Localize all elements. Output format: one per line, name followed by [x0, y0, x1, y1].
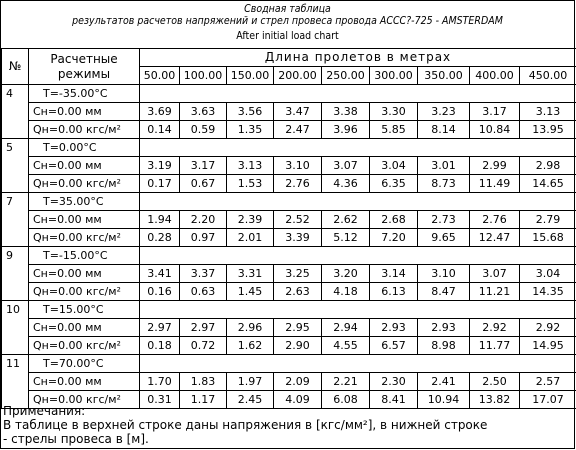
stress-value: 2.52: [274, 211, 322, 229]
blank-cell: [140, 85, 576, 103]
stress-value: 3.41: [140, 265, 180, 283]
stress-row: [2, 103, 576, 121]
stress-label: Сн=0.00 мм: [29, 265, 140, 283]
sag-row: [2, 283, 576, 301]
sag-label: Qн=0.00 кгс/м²: [29, 175, 140, 193]
mode-temperature-row: [2, 193, 576, 211]
mode-temperature: T=-15.00°C: [29, 247, 140, 265]
blank-cell: [140, 355, 576, 373]
sag-value: 1.35: [227, 121, 274, 139]
stress-value: 3.20: [322, 265, 370, 283]
sag-value: 6.35: [370, 175, 418, 193]
sag-label: Qн=0.00 кгс/м²: [29, 121, 140, 139]
sag-value: 8.98: [418, 337, 470, 355]
stress-value: 3.30: [370, 103, 418, 121]
stress-label: Сн=0.00 мм: [29, 319, 140, 337]
stress-value: 2.99: [470, 157, 520, 175]
sag-value: 0.67: [180, 175, 227, 193]
sag-row: [2, 121, 576, 139]
mode-number: 9: [2, 247, 29, 301]
stress-value: 3.13: [520, 103, 576, 121]
stress-value: 2.09: [274, 373, 322, 391]
stress-value: 2.95: [274, 319, 322, 337]
stress-value: 3.01: [418, 157, 470, 175]
stress-label: Сн=0.00 мм: [29, 373, 140, 391]
mode-temperature-row: [2, 355, 576, 373]
stress-value: 3.04: [520, 265, 576, 283]
sag-value: 1.45: [227, 283, 274, 301]
stress-value: 2.97: [180, 319, 227, 337]
stress-value: 3.37: [180, 265, 227, 283]
stress-value: 3.31: [227, 265, 274, 283]
stress-value: 3.38: [322, 103, 370, 121]
sag-value: 6.13: [370, 283, 418, 301]
mode-temperature: T=35.00°C: [29, 193, 140, 211]
sag-value: 2.76: [274, 175, 322, 193]
sag-value: 0.63: [180, 283, 227, 301]
sag-label: Qн=0.00 кгс/м²: [29, 337, 140, 355]
sag-value: 0.72: [180, 337, 227, 355]
stress-value: 2.94: [322, 319, 370, 337]
stress-row: [2, 319, 576, 337]
stress-value: 2.68: [370, 211, 418, 229]
span-header-cell: 100.00: [180, 67, 227, 85]
stress-value: 3.04: [370, 157, 418, 175]
mode-temperature: T=70.00°C: [29, 355, 140, 373]
stress-value: 2.21: [322, 373, 370, 391]
mode-temperature-row: [2, 139, 576, 157]
stress-label: Сн=0.00 мм: [29, 211, 140, 229]
stress-value: 3.13: [227, 157, 274, 175]
span-header-cell: 400.00: [470, 67, 520, 85]
mode-temperature-row: [2, 247, 576, 265]
sag-value: 2.90: [274, 337, 322, 355]
sag-value: 3.39: [274, 229, 322, 247]
stress-value: 3.69: [140, 103, 180, 121]
sag-label: Qн=0.00 кгс/м²: [29, 391, 140, 409]
sag-value: 2.01: [227, 229, 274, 247]
stress-value: 2.97: [140, 319, 180, 337]
stress-value: 3.10: [274, 157, 322, 175]
notes-heading: Примечания:: [3, 404, 86, 418]
sag-value: 8.14: [418, 121, 470, 139]
stress-value: 1.83: [180, 373, 227, 391]
notes-line-1: В таблице в верхней строке даны напряжения в [кгс/мм²], в нижней строке: [3, 418, 488, 432]
table-title: Сводная таблица: [244, 3, 331, 15]
span-header-cell: 450.00: [520, 67, 576, 85]
mode-temperature: T=0.00°C: [29, 139, 140, 157]
sag-value: 17.07: [520, 391, 576, 409]
sag-value: 6.08: [322, 391, 370, 409]
mode-temperature-row: [2, 85, 576, 103]
stress-value: 2.79: [520, 211, 576, 229]
sag-value: 4.55: [322, 337, 370, 355]
stress-value: 3.10: [418, 265, 470, 283]
stress-value: 2.39: [227, 211, 274, 229]
span-header-cell: 250.00: [322, 67, 370, 85]
stress-value: 2.62: [322, 211, 370, 229]
sag-value: 3.96: [322, 121, 370, 139]
stress-row: [2, 373, 576, 391]
sag-value: 2.47: [274, 121, 322, 139]
stress-row: [2, 157, 576, 175]
stress-value: 2.50: [470, 373, 520, 391]
stress-value: 2.76: [470, 211, 520, 229]
sag-value: 13.95: [520, 121, 576, 139]
stress-label: Сн=0.00 мм: [29, 157, 140, 175]
sag-value: 0.17: [140, 175, 180, 193]
blank-cell: [140, 247, 576, 265]
sag-value: 4.09: [274, 391, 322, 409]
mode-number: 7: [2, 193, 29, 247]
stress-value: 2.93: [418, 319, 470, 337]
sag-value: 0.14: [140, 121, 180, 139]
sag-value: 0.16: [140, 283, 180, 301]
sag-row: [2, 337, 576, 355]
mode-header: [29, 49, 140, 85]
sag-value: 11.49: [470, 175, 520, 193]
sag-value: 0.31: [140, 391, 180, 409]
stress-value: 3.25: [274, 265, 322, 283]
sag-value: 8.73: [418, 175, 470, 193]
sag-value: 5.85: [370, 121, 418, 139]
stress-value: 3.17: [180, 157, 227, 175]
sag-value: 15.68: [520, 229, 576, 247]
stress-value: 2.92: [520, 319, 576, 337]
sag-value: 8.41: [370, 391, 418, 409]
sag-value: 1.53: [227, 175, 274, 193]
mode-number: 5: [2, 139, 29, 193]
sag-value: 14.35: [520, 283, 576, 301]
stress-value: 3.47: [274, 103, 322, 121]
mode-number: 10: [2, 301, 29, 355]
mode-header-line1: Расчетные: [50, 51, 118, 66]
mode-number: 4: [2, 85, 29, 139]
span-length-header: Длина пролетов в метрах: [140, 49, 576, 67]
blank-cell: [140, 139, 576, 157]
sag-value: 5.12: [322, 229, 370, 247]
stress-value: 1.97: [227, 373, 274, 391]
stress-value: 2.96: [227, 319, 274, 337]
stress-value: 2.20: [180, 211, 227, 229]
sag-value: 7.20: [370, 229, 418, 247]
sag-value: 0.59: [180, 121, 227, 139]
sag-value: 0.28: [140, 229, 180, 247]
mode-temperature-row: [2, 301, 576, 319]
stress-value: 2.57: [520, 373, 576, 391]
sag-value: 13.82: [470, 391, 520, 409]
span-header-cell: 150.00: [227, 67, 274, 85]
sag-value: 2.45: [227, 391, 274, 409]
sag-value: 4.36: [322, 175, 370, 193]
stress-value: 3.07: [322, 157, 370, 175]
stress-value: 3.17: [470, 103, 520, 121]
sag-label: Qн=0.00 кгс/м²: [29, 229, 140, 247]
stress-value: 3.14: [370, 265, 418, 283]
stress-value: 2.92: [470, 319, 520, 337]
stress-value: 2.93: [370, 319, 418, 337]
stress-value: 1.94: [140, 211, 180, 229]
sag-value: 14.65: [520, 175, 576, 193]
stress-value: 3.63: [180, 103, 227, 121]
notes-line-2: - стрелы провеса в [м].: [3, 432, 149, 446]
stress-value: 3.19: [140, 157, 180, 175]
stress-value: 2.73: [418, 211, 470, 229]
sag-value: 8.47: [418, 283, 470, 301]
mode-header-line2: режимы: [57, 66, 111, 81]
sag-value: 2.63: [274, 283, 322, 301]
sag-value: 4.18: [322, 283, 370, 301]
sag-value: 10.84: [470, 121, 520, 139]
sag-value: 10.94: [418, 391, 470, 409]
span-header-cell: 50.00: [140, 67, 180, 85]
span-header-cell: 350.00: [418, 67, 470, 85]
results-table-body: [2, 49, 576, 409]
stress-value: 2.98: [520, 157, 576, 175]
blank-cell: [140, 301, 576, 319]
stress-value: 2.41: [418, 373, 470, 391]
sag-value: 9.65: [418, 229, 470, 247]
stress-value: 3.56: [227, 103, 274, 121]
sag-value: 14.95: [520, 337, 576, 355]
stress-value: 3.07: [470, 265, 520, 283]
stress-value: 3.23: [418, 103, 470, 121]
sag-value: 12.47: [470, 229, 520, 247]
mode-number: 11: [2, 355, 29, 409]
sag-row: [2, 229, 576, 247]
sag-row: [2, 175, 576, 193]
sag-value: 11.21: [470, 283, 520, 301]
stress-label: Сн=0.00 мм: [29, 103, 140, 121]
sag-value: 6.57: [370, 337, 418, 355]
notes-block: [3, 404, 573, 446]
sag-value: 1.17: [180, 391, 227, 409]
blank-cell: [140, 193, 576, 211]
span-header-cell: 300.00: [370, 67, 418, 85]
stress-value: 2.30: [370, 373, 418, 391]
stress-row: [2, 265, 576, 283]
span-header-cell: 200.00: [274, 67, 322, 85]
sag-label: Qн=0.00 кгс/м²: [29, 283, 140, 301]
header-row: [2, 49, 576, 67]
sag-value: 0.97: [180, 229, 227, 247]
sag-value: 11.77: [470, 337, 520, 355]
table-caption: After initial load chart: [236, 30, 339, 42]
table-subtitle: результатов расчетов напряжений и стрел провеса провода АССС?-725 - AMSTERDAM: [72, 15, 503, 27]
number-header: №: [2, 49, 29, 85]
results-table: [1, 48, 576, 409]
stress-row: [2, 211, 576, 229]
mode-temperature: T=15.00°C: [29, 301, 140, 319]
sag-value: 0.18: [140, 337, 180, 355]
stress-value: 1.70: [140, 373, 180, 391]
mode-temperature: T=-35.00°C: [29, 85, 140, 103]
sag-value: 1.62: [227, 337, 274, 355]
